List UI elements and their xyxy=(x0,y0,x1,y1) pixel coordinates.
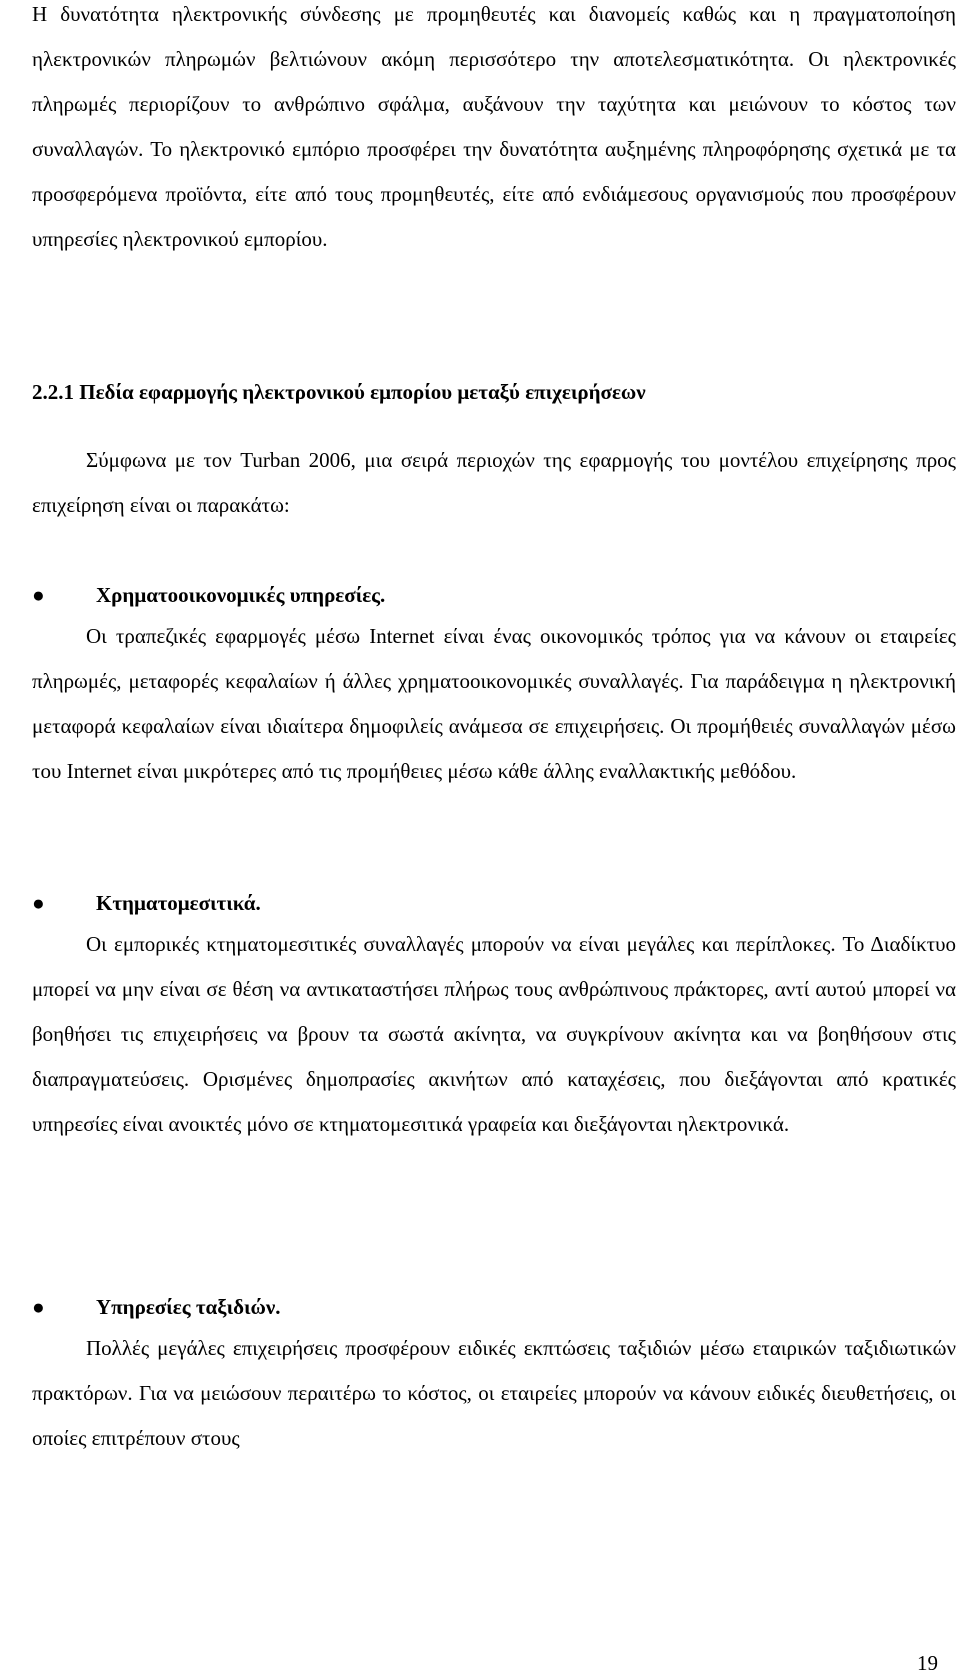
bullet-icon: ● xyxy=(32,1295,45,1319)
list-item-text: Πολλές μεγάλες επιχειρήσεις προσφέρουν ειδικές εκπτώσεις ταξιδιών μέσω εταιρικών ταξιδιωτικών πρακτόρων. Για να μειώσουν περαιτέρω το κόστος, οι εταιρείες μπορούν να κάνουν ειδικές διευθετήσεις, οι οποίες επιτρέπουν στους xyxy=(32,1336,956,1450)
list-item-title: Κτηματομεσιτικά. xyxy=(96,891,261,915)
list-item-title: Υπηρεσίες ταξιδιών. xyxy=(96,1295,281,1319)
bullet-icon: ● xyxy=(32,891,45,915)
list-item-title: Χρηματοοικονομικές υπηρεσίες. xyxy=(96,583,386,607)
list-item-text: Οι τραπεζικές εφαρμογές μέσω Internet είναι ένας οικονομικός τρόπος για να κάνουν οι εταιρείες πληρωμές, μεταφορές κεφαλαίων ή άλλες χρηματοοικονομικές συναλλαγές. Για παράδειγμα η ηλεκτρονική μεταφορά κεφαλαίων είναι ιδιαίτερα δημοφιλείς ανάμεσα σε επιχειρήσεις. Οι προμήθειές συναλλαγών μέσω του Internet είναι μικρότερες από τις προμήθειες μέσω κάθε άλλης εναλλακτικής μεθόδου. xyxy=(32,624,956,783)
bullet-icon: ● xyxy=(32,583,45,607)
body-paragraph: Η δυνατότητα ηλεκτρονικής σύνδεσης με προμηθευτές και διανομείς καθώς και η πραγματοποίηση ηλεκτρονικών πληρωμών βελτιώνουν ακόμη περισσότερο την αποτελεσματικότητα. Οι ηλεκτρονικές πληρωμές περιορίζουν το ανθρώπινο σφάλμα, αυξάνουν την ταχύτητα και μειώνουν το κόστος των συναλλαγών. Το ηλεκτρονικό εμπόριο προσφέρει την δυνατότητα αυξημένης πληροφόρησης σχετικά με τα προσφερόμενα προϊόντα, είτε από τους προμηθευτές, είτε από ενδιάμεσους οργανισμούς που προσφέρουν υπηρεσίες ηλεκτρονικού εμπορίου. xyxy=(32,2,956,251)
page-number: 19 xyxy=(917,1651,938,1675)
list-item-text: Οι εμπορικές κτηματομεσιτικές συναλλαγές μπορούν να είναι μεγάλες και περίπλοκες. Το Διαδίκτυο μπορεί να μην είναι σε θέση να αντικαταστήσει πλήρως τους ανθρώπινους πράκτορες, αντί αυτού μπορεί να βοηθήσει τις επιχειρήσεις να βρουν τα σωστά ακίνητα, να συγκρίνουν ακίνητα και να βοηθήσουν στις διαπραγματεύσεις. Ορισμένες δημοπρασίες ακινήτων από καταχέσεις, που διεξάγονται από κρατικές υπηρεσίες είναι ανοικτές μόνο σε κτηματομεσιτικά γραφεία και διεξάγονται ηλεκτρονικά. xyxy=(32,932,956,1136)
section-heading: 2.2.1 Πεδία εφαρμογής ηλεκτρονικού εμπορίου μεταξύ επιχειρήσεων xyxy=(32,380,646,404)
intro-paragraph: Σύμφωνα με τον Turban 2006, μια σειρά περιοχών της εφαρμογής του μοντέλου επιχείρησης προς επιχείρηση είναι οι παρακάτω: xyxy=(32,448,956,517)
